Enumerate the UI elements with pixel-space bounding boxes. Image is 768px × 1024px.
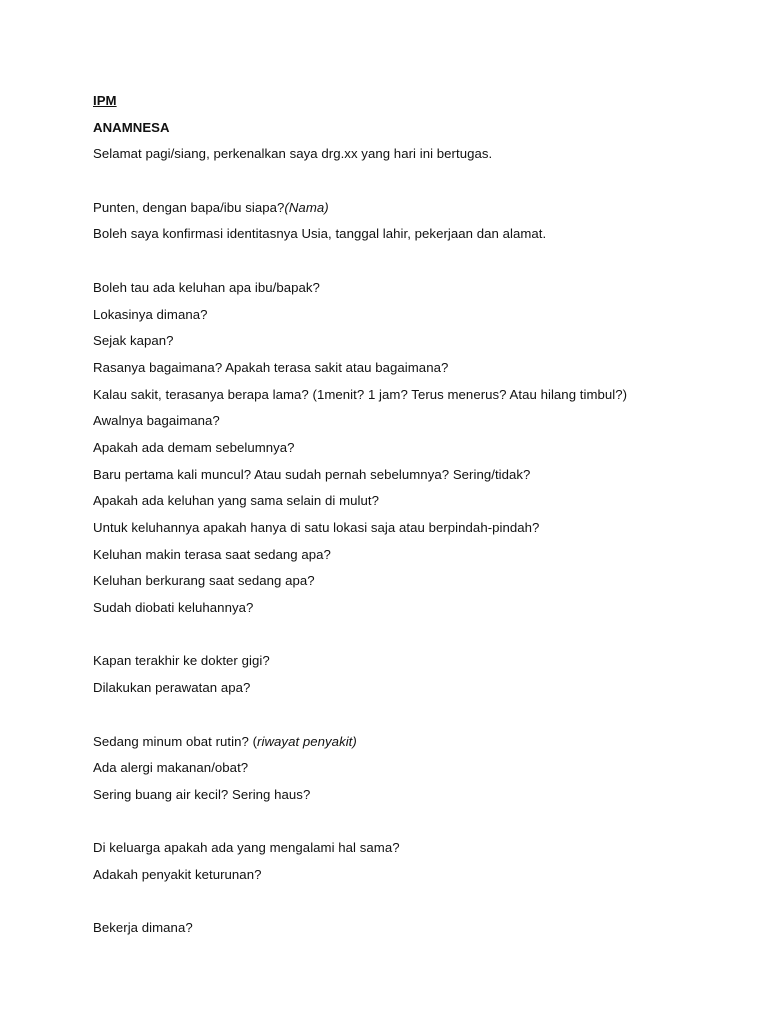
complaint-question: Sudah diobati keluhannya?	[93, 600, 254, 616]
social-history-question: Bekerja dimana?	[93, 920, 193, 936]
dental-history-question: Dilakukan perawatan apa?	[93, 680, 251, 696]
question-name-text: Punten, dengan bapa/ibu siapa?	[93, 199, 285, 215]
complaint-question: Rasanya bagaimana? Apakah terasa sakit atau bagaimana?	[93, 359, 449, 375]
document-body	[93, 88, 733, 942]
complaint-question: Keluhan makin terasa saat sedang apa?	[93, 546, 331, 562]
spacer	[93, 622, 733, 649]
question-name-note: (Nama)	[284, 199, 329, 215]
question-name	[93, 195, 733, 222]
section-heading: ANAMNESA	[93, 119, 170, 135]
spacer	[93, 889, 733, 916]
document-title: IPM	[93, 93, 117, 108]
spacer	[93, 248, 733, 275]
complaint-question: Baru pertama kali muncul? Atau sudah pernah sebelumnya? Sering/tidak?	[93, 466, 531, 482]
complaint-question: Apakah ada demam sebelumnya?	[93, 439, 295, 455]
complaint-question: Apakah ada keluhan yang sama selain di mulut?	[93, 493, 379, 509]
question-medication-text: Sedang minum obat rutin? (	[93, 733, 258, 749]
question-allergy: Ada alergi makanan/obat?	[93, 760, 249, 776]
complaint-question: Sejak kapan?	[93, 333, 174, 349]
spacer	[93, 809, 733, 836]
complaint-question: Awalnya bagaimana?	[93, 413, 220, 429]
complaint-question: Keluhan berkurang saat sedang apa?	[93, 573, 315, 589]
greeting-line: Selamat pagi/siang, perkenalkan saya drg.xx yang hari ini bertugas.	[93, 146, 493, 162]
question-identity-confirm: Boleh saya konfirmasi identitasnya Usia, tanggal lahir, pekerjaan dan alamat.	[93, 226, 547, 242]
spacer	[93, 702, 733, 729]
question-medication	[93, 729, 733, 756]
family-history-question: Adakah penyakit keturunan?	[93, 866, 262, 882]
question-urination: Sering buang air kecil? Sering haus?	[93, 786, 311, 802]
complaint-question: Kalau sakit, terasanya berapa lama? (1menit? 1 jam? Terus menerus? Atau hilang timbul?)	[93, 386, 628, 402]
dental-history-question: Kapan terakhir ke dokter gigi?	[93, 653, 270, 669]
complaint-question: Untuk keluhannya apakah hanya di satu lokasi saja atau berpindah-pindah?	[93, 520, 540, 535]
question-medication-note: riwayat penyakit)	[257, 733, 357, 749]
complaint-question: Boleh tau ada keluhan apa ibu/bapak?	[93, 279, 320, 295]
spacer	[93, 168, 733, 195]
complaint-question: Lokasinya dimana?	[93, 306, 208, 322]
family-history-question: Di keluarga apakah ada yang mengalami hal sama?	[93, 840, 400, 856]
